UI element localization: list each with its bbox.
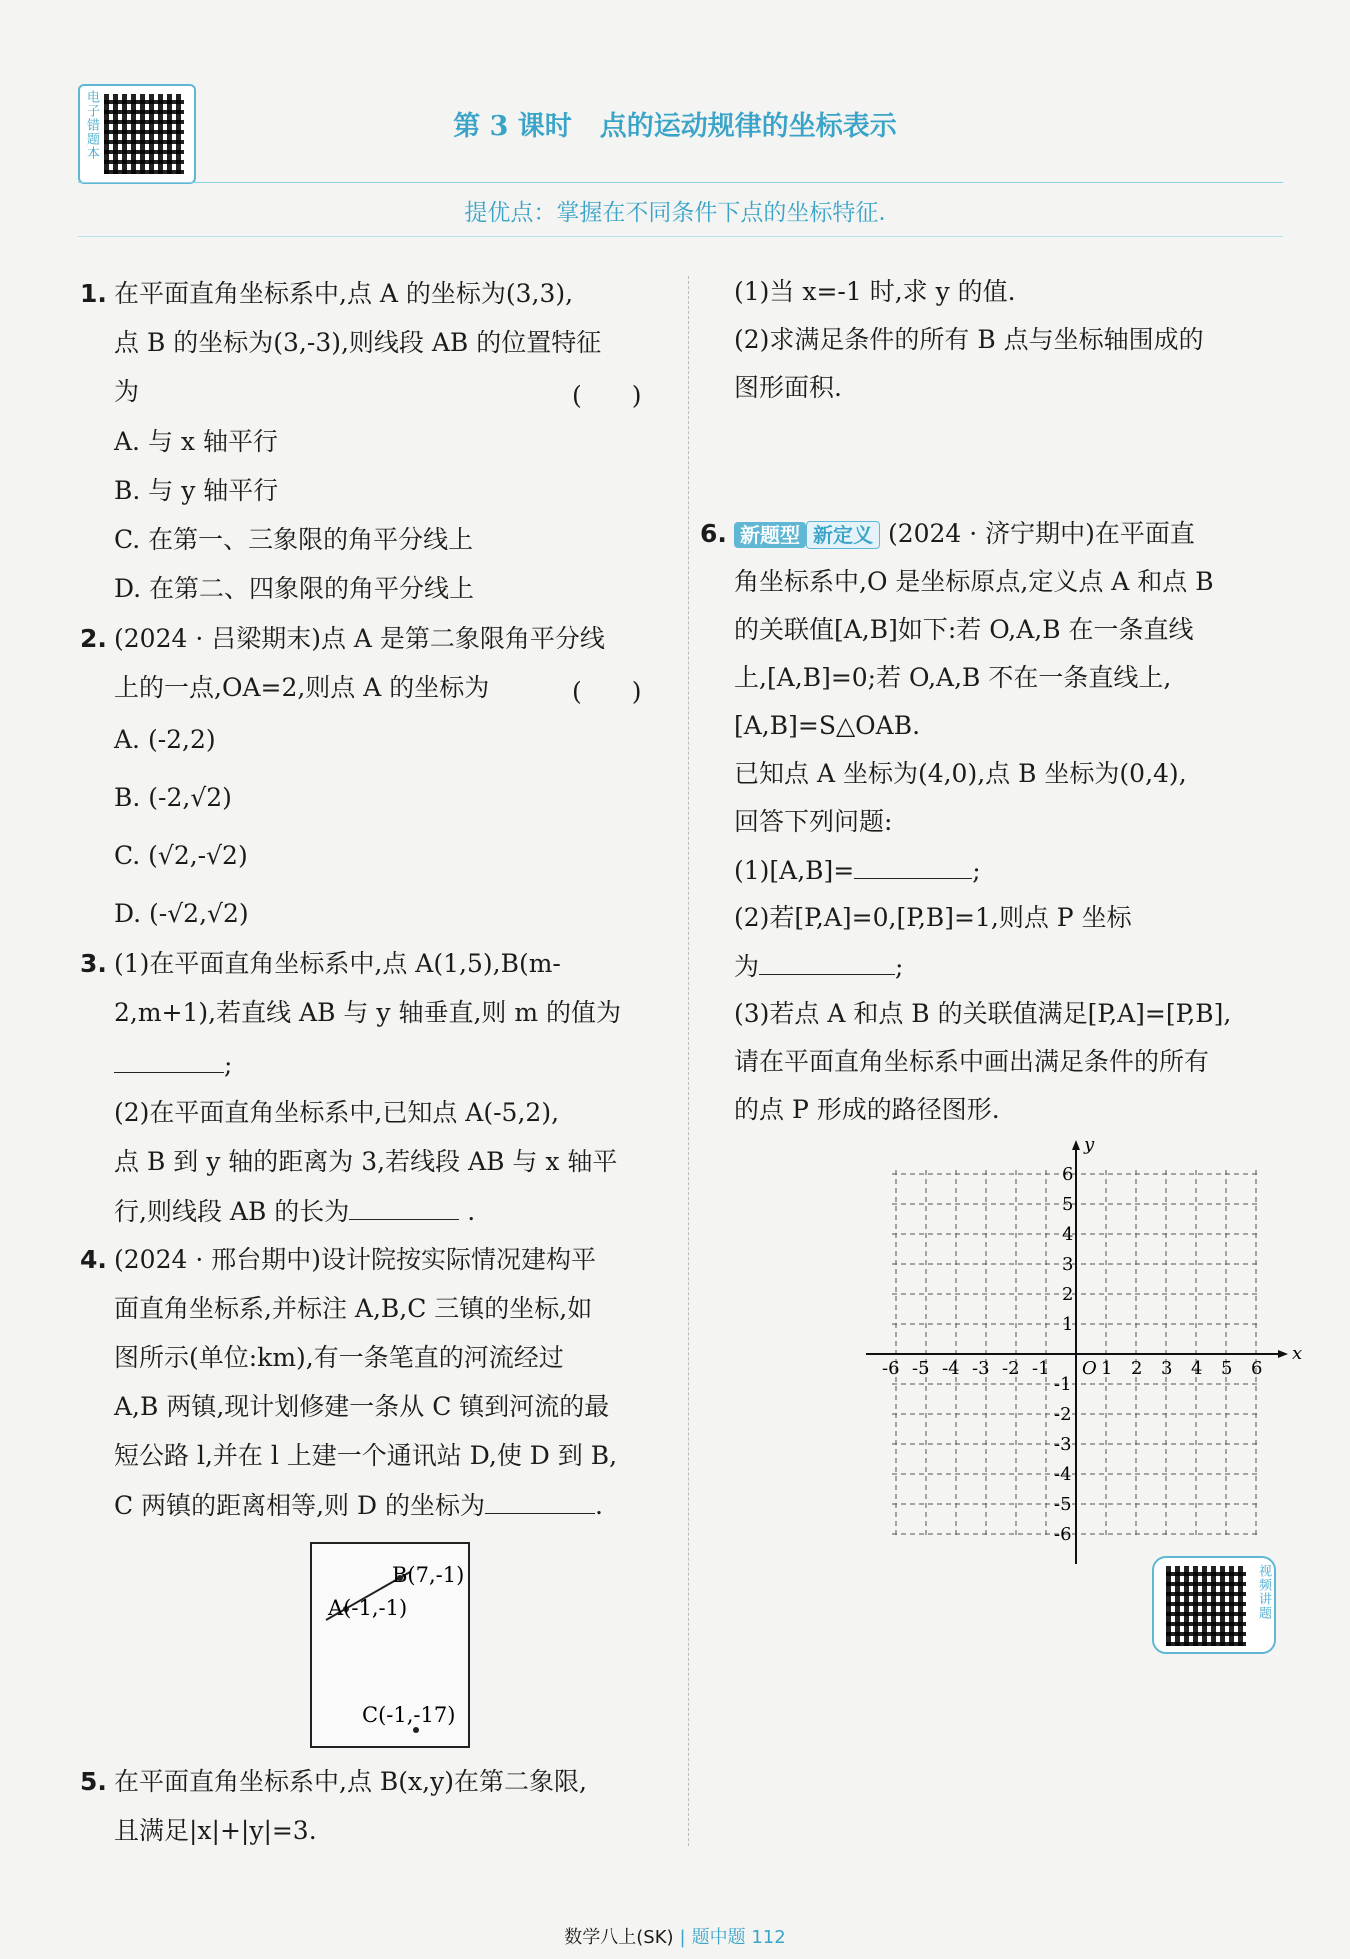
town-map-figure: [310, 1542, 470, 1748]
y-tick-label: 5: [1062, 1194, 1074, 1215]
q5-line2: 且满足|x|+|y|=3.: [114, 1816, 317, 1845]
coordinate-grid[interactable]: [860, 1130, 1303, 1550]
x-tick-label: -1: [1032, 1358, 1050, 1379]
q2-line1: (2024 · 吕梁期末)点 A 是第二象限角平分线: [114, 624, 605, 653]
q6-semicolon: ;: [972, 856, 981, 885]
question-number: 5.: [80, 1767, 107, 1796]
page-footer: 数学八上(SK) | 题中题 112: [564, 1927, 786, 1948]
answer-paren[interactable]: ( ): [572, 381, 642, 410]
option-a[interactable]: A. 与 x 轴平行: [114, 427, 278, 456]
page-number: 112: [751, 1927, 786, 1948]
option-a[interactable]: A. (-2,2): [114, 725, 216, 754]
question-number: 6.: [700, 519, 727, 548]
x-tick-label: 2: [1131, 1358, 1143, 1379]
q4-line2: 面直角坐标系,并标注 A,B,C 三镇的坐标,如: [114, 1294, 593, 1323]
series-name: 题中题: [691, 1927, 746, 1948]
q6-semicolon: ;: [895, 952, 904, 981]
q6-line6: 已知点 A 坐标为(4,0),点 B 坐标为(0,4),: [734, 759, 1187, 788]
q5-line1: 在平面直角坐标系中,点 B(x,y)在第二象限,: [114, 1767, 587, 1796]
q1-line2: 点 B 的坐标为(3,-3),则线段 AB 的位置特征: [114, 328, 602, 357]
q4-line3: 图所示(单位:km),有一条笔直的河流经过: [114, 1343, 564, 1372]
y-tick-label: -1: [1054, 1374, 1072, 1395]
answer-paren[interactable]: ( ): [572, 677, 642, 706]
x-tick-label: 6: [1251, 1358, 1263, 1379]
q3-line1: (1)在平面直角坐标系中,点 A(1,5),B(m-: [114, 949, 561, 978]
book-name: 数学八上(SK): [564, 1927, 674, 1948]
q3-line5: 点 B 到 y 轴的距离为 3,若线段 AB 与 x 轴平: [114, 1147, 618, 1176]
q4-line1: (2024 · 邢台期中)设计院按实际情况建构平: [114, 1245, 596, 1274]
x-tick-label: -6: [882, 1358, 900, 1379]
y-tick-label: 2: [1062, 1284, 1074, 1305]
q6-line8: (1)[A,B]=: [734, 856, 855, 885]
q6-line11: (3)若点 A 和点 B 的关联值满足[P,A]=[P,B],: [734, 999, 1232, 1028]
option-d[interactable]: D. (-√2,√2): [114, 899, 249, 928]
option-c[interactable]: C. (√2,-√2): [114, 841, 248, 870]
y-tick-label: 1: [1062, 1314, 1074, 1335]
q3-line2: 2,m+1),若直线 AB 与 y 轴垂直,则 m 的值为: [114, 998, 621, 1027]
y-tick-label: 6: [1062, 1164, 1074, 1185]
question-number: 2.: [80, 624, 107, 653]
q6-line2: 角坐标系中,O 是坐标原点,定义点 A 和点 B: [734, 567, 1214, 596]
qr-label: 电子错题本: [84, 90, 99, 160]
y-tick-label: 3: [1062, 1254, 1074, 1275]
y-tick-label: -5: [1054, 1494, 1072, 1515]
answer-blank[interactable]: [349, 1195, 459, 1220]
lesson-number: 第 3 课时: [453, 111, 572, 142]
divider: [78, 236, 1283, 237]
answer-blank[interactable]: [114, 1048, 224, 1073]
x-tick-label: -3: [972, 1358, 990, 1379]
answer-blank[interactable]: [485, 1489, 595, 1514]
divider: [78, 182, 1283, 183]
y-tick-label: -3: [1054, 1434, 1072, 1455]
y-tick-label: -2: [1054, 1404, 1072, 1425]
q1-line1: 在平面直角坐标系中,点 A 的坐标为(3,3),: [114, 279, 574, 308]
q3-line4: (2)在平面直角坐标系中,已知点 A(-5,2),: [114, 1098, 560, 1127]
q5-part2: (2)求满足条件的所有 B 点与坐标轴围成的: [734, 325, 1204, 354]
x-axis-label: x: [1292, 1343, 1303, 1364]
option-d[interactable]: D. 在第二、四象限的角平分线上: [114, 574, 475, 603]
tag-new-definition: 新定义: [806, 521, 880, 549]
focus-point: 提优点：掌握在不同条件下点的坐标特征.: [464, 200, 886, 226]
option-c[interactable]: C. 在第一、三象限的角平分线上: [114, 525, 474, 554]
x-tick-label: -5: [912, 1358, 930, 1379]
question-number: 3.: [80, 949, 107, 978]
qr-code-video[interactable]: [1152, 1556, 1276, 1654]
q3-period: .: [467, 1197, 476, 1226]
q6-line7: 回答下列问题:: [734, 807, 893, 836]
origin-label: O: [1082, 1358, 1097, 1379]
answer-blank[interactable]: [854, 854, 972, 879]
q4-line4: A,B 两镇,现计划修建一条从 C 镇到河流的最: [114, 1392, 610, 1421]
option-b[interactable]: B. (-2,√2): [114, 783, 232, 812]
question-number: 1.: [80, 279, 107, 308]
x-tick-label: -4: [942, 1358, 960, 1379]
x-tick-label: 1: [1101, 1358, 1113, 1379]
q6-line10: 为: [734, 952, 760, 981]
option-b[interactable]: B. 与 y 轴平行: [114, 476, 279, 505]
q1-line3: 为: [114, 377, 140, 406]
q5-part1: (1)当 x=-1 时,求 y 的值.: [734, 277, 1016, 306]
x-tick-label: 4: [1191, 1358, 1203, 1379]
page-title: [0, 104, 1350, 143]
q6-line1: (2024 · 济宁期中)在平面直: [887, 519, 1195, 548]
qr-pattern: [1166, 1566, 1246, 1646]
q6-line9: (2)若[P,A]=0,[P,B]=1,则点 P 坐标: [734, 903, 1132, 932]
q6-line5: [A,B]=S△OAB.: [734, 711, 921, 740]
y-axis-arrow: [1072, 1140, 1080, 1150]
q4-period: .: [594, 1491, 603, 1520]
q3-line3: ;: [224, 1050, 233, 1079]
answer-blank[interactable]: [759, 950, 895, 975]
x-tick-label: 3: [1161, 1358, 1173, 1379]
y-tick-label: -4: [1054, 1464, 1072, 1485]
x-tick-label: 5: [1221, 1358, 1233, 1379]
x-tick-label: -2: [1002, 1358, 1020, 1379]
q6-line3: 的关联值[A,B]如下:若 O,A,B 在一条直线: [734, 615, 1194, 644]
label-b: B(7,-1): [392, 1563, 465, 1587]
q4-line6: C 两镇的距离相等,则 D 的坐标为: [114, 1491, 485, 1520]
q6-line12: 请在平面直角坐标系中画出满足条件的所有: [734, 1047, 1210, 1076]
y-tick-label: 4: [1062, 1224, 1074, 1245]
qr-label: 视频讲题: [1256, 1564, 1271, 1620]
q6-line13: 的点 P 形成的路径图形.: [734, 1095, 1000, 1124]
q6-line4: 上,[A,B]=0;若 O,A,B 不在一条直线上,: [734, 663, 1172, 692]
question-number: 4.: [80, 1245, 107, 1274]
y-tick-label: -6: [1054, 1524, 1072, 1545]
label-c: C(-1,-17): [362, 1703, 456, 1727]
q4-line5: 短公路 l,并在 l 上建一个通讯站 D,使 D 到 B,: [114, 1441, 618, 1470]
tag-new-type: 新题型: [734, 522, 806, 548]
q2-line2: 上的一点,OA=2,则点 A 的坐标为: [114, 673, 490, 702]
lesson-title: 点的运动规律的坐标表示: [599, 111, 897, 142]
column-divider: [688, 276, 689, 1846]
point-c: [413, 1727, 419, 1733]
q5-part3: 图形面积.: [734, 373, 842, 402]
label-a: A(-1,-1): [328, 1596, 408, 1620]
q3-line6: 行,则线段 AB 的长为: [114, 1197, 350, 1226]
x-axis-arrow: [1278, 1350, 1288, 1358]
y-axis-label: y: [1084, 1134, 1095, 1155]
